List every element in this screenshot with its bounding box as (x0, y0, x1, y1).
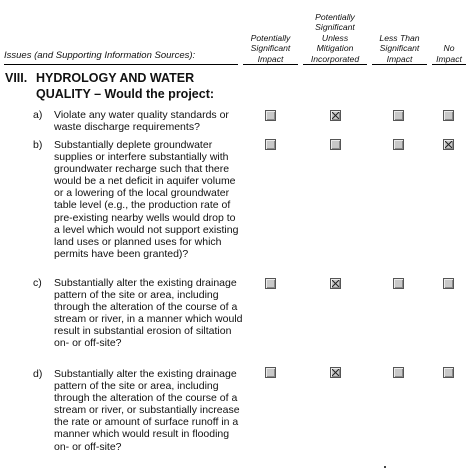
column-header-less-than-significant: Less Than Significant Impact (372, 0, 427, 65)
checkbox-c-significant-unless-mitigation[interactable] (330, 278, 341, 289)
x-mark-icon (332, 112, 339, 119)
checkbox-a-potentially-significant[interactable] (265, 110, 276, 121)
section-title: HYDROLOGY AND WATER QUALITY – Would the project: (36, 71, 215, 101)
column-header-potentially-significant: Potentially Significant Impact (243, 0, 298, 65)
x-mark-icon (445, 141, 452, 148)
checkbox-d-less-than-significant[interactable] (393, 367, 404, 378)
question-letter-b: b) (33, 139, 43, 151)
checkbox-a-significant-unless-mitigation[interactable] (330, 110, 341, 121)
question-text-d: Substantially alter the existing drainage pattern of the site or area, including through the alteration of the course of a stream or river, or substantially increase the rate or amount of surface runoff in a manner which would result in flooding on- or off-site? (54, 368, 240, 453)
question-letter-a: a) (33, 109, 43, 121)
checkbox-b-significant-unless-mitigation[interactable] (330, 139, 341, 150)
section-number: VIII. (5, 71, 28, 85)
scan-speck (384, 466, 386, 468)
question-letter-c: c) (33, 277, 42, 289)
question-text-b: Substantially deplete groundwater supplies or interfere substantially with groundwater recharge such that there would be a net deficit in aquifer volume or a lowering of the local groundwater table level (e.g., the production rate of pre-existing nearby wells would drop to a level which would not support existing land uses or planned uses for which permits have been granted)? (54, 139, 239, 260)
checkbox-a-no-impact[interactable] (443, 110, 454, 121)
checkbox-d-significant-unless-mitigation[interactable] (330, 367, 341, 378)
question-text-c: Substantially alter the existing drainage pattern of the site or area, including through the alteration of the course of a stream or river, in a manner which would result in substantial erosion of siltation on- or off-site? (54, 277, 243, 350)
checkbox-b-potentially-significant[interactable] (265, 139, 276, 150)
checkbox-b-less-than-significant[interactable] (393, 139, 404, 150)
x-mark-icon (332, 280, 339, 287)
checkbox-c-potentially-significant[interactable] (265, 278, 276, 289)
checkbox-d-no-impact[interactable] (443, 367, 454, 378)
column-header-significant-unless-mitigation: Potentially Significant Unless Mitigation Incorporated (303, 0, 367, 65)
checkbox-a-less-than-significant[interactable] (393, 110, 404, 121)
column-header-no-impact: No Impact (432, 0, 466, 65)
x-mark-icon (332, 369, 339, 376)
question-letter-d: d) (33, 368, 43, 380)
checkbox-c-less-than-significant[interactable] (393, 278, 404, 289)
checkbox-b-no-impact[interactable] (443, 139, 454, 150)
checkbox-d-potentially-significant[interactable] (265, 367, 276, 378)
checkbox-c-no-impact[interactable] (443, 278, 454, 289)
issues-column-header: Issues (and Supporting Information Sources): (4, 50, 238, 65)
question-text-a: Violate any water quality standards or waste discharge requirements? (54, 109, 229, 134)
